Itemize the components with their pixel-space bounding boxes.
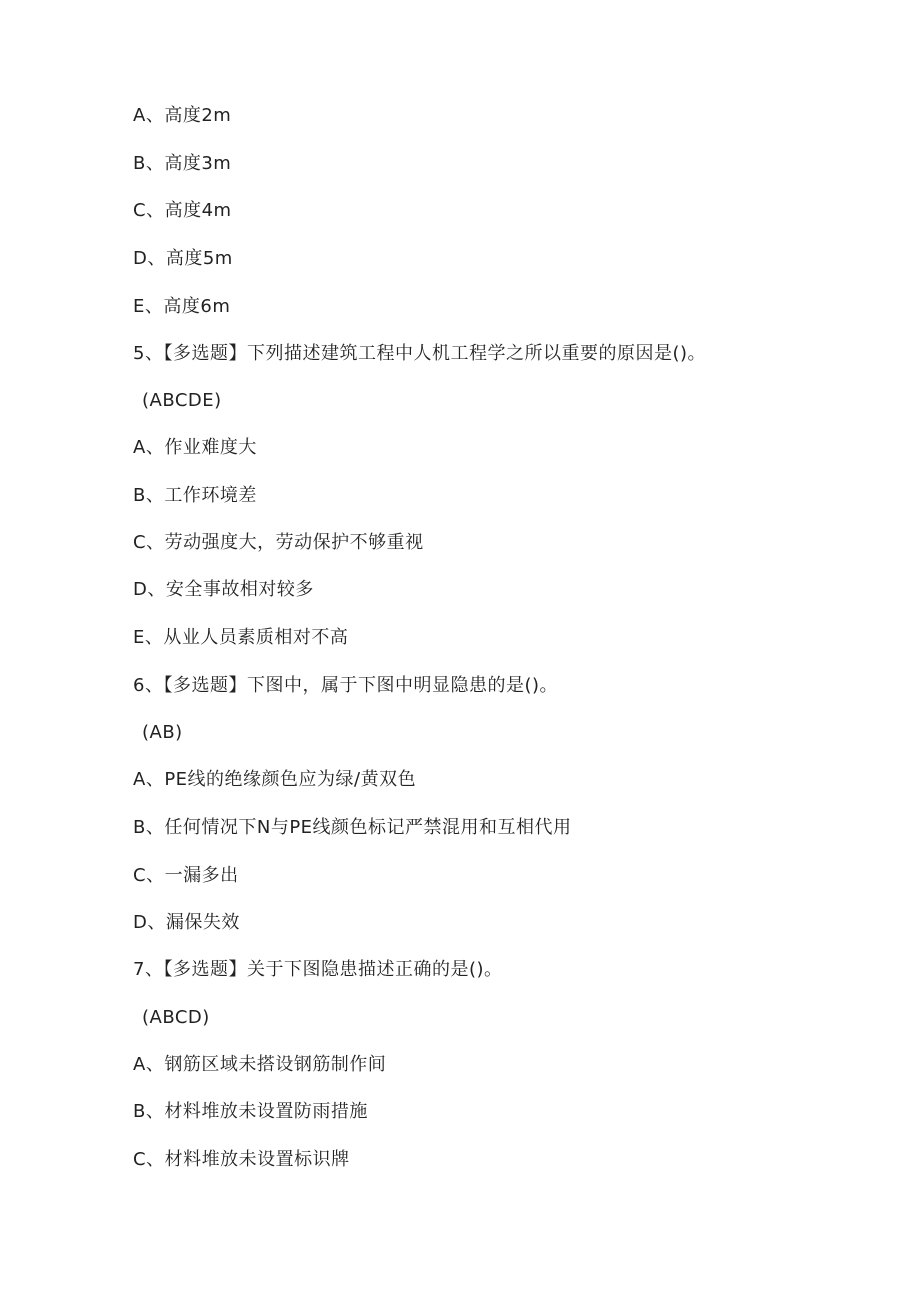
option-line: A、钢筋区域未搭设钢筋制作间: [133, 1054, 387, 1075]
question-line: 7、【多选题】关于下图隐患描述正确的是()。: [133, 959, 503, 980]
option-line: B、材料堆放未设置防雨措施: [133, 1101, 368, 1122]
answer-line: (AB): [142, 722, 183, 743]
question-line: 6、【多选题】下图中，属于下图中明显隐患的是()。: [133, 675, 558, 696]
option-line: B、高度3m: [133, 153, 232, 174]
option-line: D、漏保失效: [133, 912, 240, 933]
option-line: E、从业人员素质相对不高: [133, 627, 349, 648]
answer-line: (ABCD): [142, 1007, 210, 1028]
option-line: C、一漏多出: [133, 865, 239, 886]
option-line: D、高度5m: [133, 248, 233, 269]
option-line: A、作业难度大: [133, 437, 257, 458]
option-line: D、安全事故相对较多: [133, 579, 314, 600]
option-line: C、高度4m: [133, 200, 232, 221]
answer-line: (ABCDE): [142, 390, 222, 411]
question-line: 5、【多选题】下列描述建筑工程中人机工程学之所以重要的原因是()。: [133, 343, 706, 364]
option-line: A、高度2m: [133, 105, 232, 126]
option-line: E、高度6m: [133, 296, 231, 317]
option-line: B、工作环境差: [133, 485, 257, 506]
option-line: C、劳动强度大，劳动保护不够重视: [133, 532, 424, 553]
option-line: C、材料堆放未设置标识牌: [133, 1149, 350, 1170]
option-line: B、任何情况下N与PE线颜色标记严禁混用和互相代用: [133, 817, 572, 838]
option-line: A、PE线的绝缘颜色应为绿/黄双色: [133, 769, 417, 790]
